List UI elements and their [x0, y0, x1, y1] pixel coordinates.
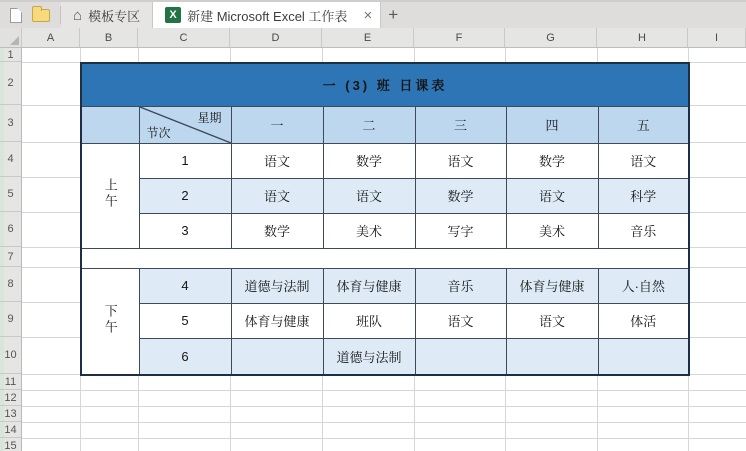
subject-cell[interactable] [598, 338, 689, 375]
day-header-tue[interactable]: 二 [323, 106, 415, 143]
column-header-h[interactable]: H [597, 28, 688, 47]
column-header-d[interactable]: D [230, 28, 322, 47]
subject-cell[interactable]: 人·自然 [598, 268, 689, 303]
subject-cell[interactable]: 道德与法制 [323, 338, 415, 375]
subject-cell[interactable]: 语文 [231, 143, 323, 178]
corner-week-label: 星期 [197, 110, 222, 125]
row-header-4[interactable]: 4 [0, 142, 21, 177]
row-header-5[interactable]: 5 [0, 177, 21, 212]
row-header-8[interactable]: 8 [0, 267, 21, 302]
period-number-cell[interactable]: 2 [139, 178, 231, 213]
timetable-title[interactable]: 一 (3) 班 日课表 [81, 63, 689, 106]
browser-tab-bar [0, 0, 746, 28]
subject-cell[interactable] [415, 338, 506, 375]
afternoon-label-cell[interactable] [81, 268, 139, 375]
column-header-e[interactable]: E [322, 28, 414, 47]
tab-template-zone-label: 模板专区 [88, 8, 141, 24]
open-folder-icon[interactable] [32, 9, 50, 22]
tab-template-zone[interactable] [61, 2, 152, 28]
gridline [22, 422, 746, 423]
row-header-column [0, 48, 22, 451]
subject-cell[interactable]: 音乐 [415, 268, 506, 303]
period-number-cell[interactable]: 1 [139, 143, 231, 178]
subject-cell[interactable]: 语文 [598, 143, 689, 178]
row-header-12[interactable]: 12 [0, 390, 21, 406]
day-header-thu[interactable]: 四 [506, 106, 598, 143]
spreadsheet-area [0, 28, 746, 451]
subject-cell[interactable]: 数学 [323, 143, 415, 178]
subject-cell[interactable]: 语文 [415, 143, 506, 178]
new-document-icon[interactable] [10, 8, 22, 23]
period-number-cell[interactable]: 3 [139, 213, 231, 248]
subject-cell[interactable]: 美术 [323, 213, 415, 248]
period-number-cell[interactable]: 5 [139, 303, 231, 338]
cell-grid [0, 48, 746, 451]
subject-cell[interactable]: 体育与健康 [231, 303, 323, 338]
row-header-11[interactable]: 11 [0, 374, 21, 390]
column-header-a[interactable]: A [22, 28, 80, 47]
row-header-9[interactable]: 9 [0, 302, 21, 337]
subject-cell[interactable]: 班队 [323, 303, 415, 338]
subject-cell[interactable]: 语文 [231, 178, 323, 213]
subject-cell[interactable] [506, 338, 598, 375]
select-all-corner[interactable] [0, 28, 22, 47]
day-header-wed[interactable]: 三 [415, 106, 506, 143]
subject-cell[interactable]: 科学 [598, 178, 689, 213]
morning-label-cell[interactable] [81, 143, 139, 248]
excel-icon: X [165, 7, 181, 23]
timetable-header-blank-cell[interactable] [81, 106, 139, 143]
gridline [22, 406, 746, 407]
timetable [80, 62, 690, 376]
tabbar-toolbar [0, 2, 60, 28]
subject-cell[interactable]: 语文 [415, 303, 506, 338]
home-icon: ⌂ [73, 6, 83, 24]
gridline [22, 438, 746, 439]
day-header-mon[interactable]: 一 [231, 106, 323, 143]
subject-cell[interactable]: 数学 [231, 213, 323, 248]
subject-cell[interactable]: 道德与法制 [231, 268, 323, 303]
column-header-i[interactable]: I [688, 28, 746, 47]
tab-active-workbook[interactable] [152, 2, 381, 28]
gridline [22, 390, 746, 391]
row-header-14[interactable]: 14 [0, 422, 21, 438]
morning-label: 上午 [102, 178, 118, 210]
new-tab-button[interactable]: + [388, 5, 399, 24]
period-number-cell[interactable]: 4 [139, 268, 231, 303]
subject-cell[interactable] [231, 338, 323, 375]
row-header-7[interactable]: 7 [0, 247, 21, 267]
period-number-cell[interactable]: 6 [139, 338, 231, 375]
subject-cell[interactable]: 美术 [506, 213, 598, 248]
row-header-1[interactable]: 1 [0, 48, 21, 62]
column-header-b[interactable]: B [80, 28, 138, 47]
subject-cell[interactable]: 语文 [506, 178, 598, 213]
subject-cell[interactable]: 体活 [598, 303, 689, 338]
subject-cell[interactable]: 数学 [415, 178, 506, 213]
tab-active-workbook-label: 新建 Microsoft Excel 工作表 [187, 8, 348, 24]
subject-cell[interactable]: 数学 [506, 143, 598, 178]
afternoon-label: 下午 [102, 303, 118, 336]
row-header-2[interactable]: 2 [0, 62, 21, 105]
row-header-3[interactable]: 3 [0, 105, 21, 142]
column-header-g[interactable]: G [505, 28, 597, 47]
subject-cell[interactable]: 体育与健康 [323, 268, 415, 303]
column-header-c[interactable]: C [138, 28, 230, 47]
subject-cell[interactable]: 语文 [323, 178, 415, 213]
corner-period-label: 节次 [146, 125, 171, 140]
subject-cell[interactable]: 体育与健康 [506, 268, 598, 303]
subject-cell[interactable]: 语文 [506, 303, 598, 338]
spacer-row[interactable] [81, 248, 689, 268]
row-header-15[interactable]: 15 [0, 438, 21, 451]
subject-cell[interactable]: 写字 [415, 213, 506, 248]
column-header-f[interactable]: F [414, 28, 505, 47]
row-header-10[interactable]: 10 [0, 337, 21, 374]
close-tab-icon[interactable]: × [363, 6, 373, 24]
subject-cell[interactable]: 音乐 [598, 213, 689, 248]
row-header-6[interactable]: 6 [0, 212, 21, 247]
column-header-row [0, 28, 746, 48]
row-header-13[interactable]: 13 [0, 406, 21, 422]
timetable-corner-cell[interactable] [139, 106, 231, 143]
day-header-fri[interactable]: 五 [598, 106, 689, 143]
